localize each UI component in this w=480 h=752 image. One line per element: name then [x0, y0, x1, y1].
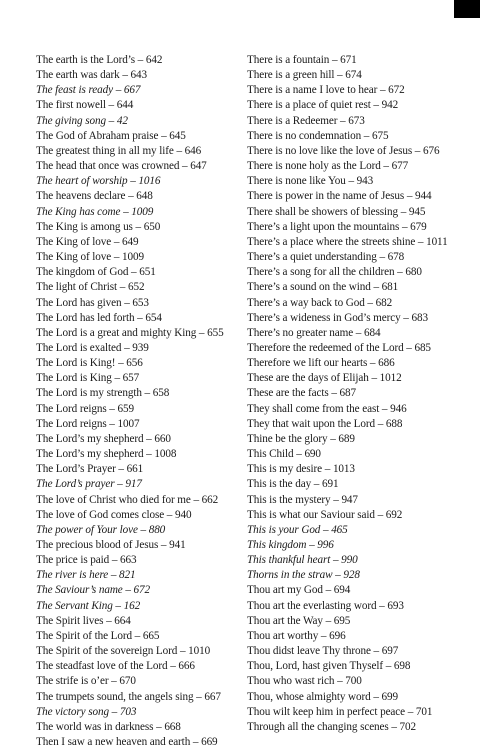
index-entry: The world was in darkness – 668	[36, 720, 181, 733]
index-entry: The King of love – 1009	[36, 251, 145, 264]
index-entry: Thou art my God – 694	[247, 584, 351, 597]
index-entry: Then I saw a new heaven and earth – 669	[36, 736, 218, 749]
index-entry: The price is paid – 663	[36, 554, 137, 567]
index-entry: There is a green hill – 674	[247, 69, 362, 82]
index-entry: The strife is o’er – 670	[36, 675, 136, 688]
index-entry: The greatest thing in all my life – 646	[36, 144, 202, 157]
index-entry: The feast is ready – 667	[36, 84, 141, 97]
index-entry: Through all the changing scenes – 702	[247, 720, 417, 733]
index-entry: The river is here – 821	[36, 569, 136, 582]
index-entry: The victory song – 703	[36, 705, 137, 718]
index-entry: The Spirit of the Lord – 665	[36, 629, 160, 642]
index-entry: There’s a quiet understanding – 678	[247, 251, 405, 264]
index-entry: There is a fountain – 671	[247, 54, 357, 66]
index-entry: This is what our Saviour said – 692	[247, 508, 403, 521]
index-entry: The heavens declare – 648	[36, 190, 153, 203]
index-entry: The earth was dark – 643	[36, 69, 147, 82]
index-entry: The kingdom of God – 651	[36, 266, 156, 279]
index-entry: They shall come from the east – 946	[247, 402, 407, 415]
index-entry: There is no condemnation – 675	[247, 129, 389, 142]
index-entry: The Lord reigns – 1007	[36, 417, 140, 430]
index-entry: The first nowell – 644	[36, 99, 134, 112]
index-entry: This thankful heart – 990	[247, 554, 358, 567]
index-entry: There’s a song for all the children – 680	[247, 266, 422, 279]
index-entry: The heart of worship – 1016	[36, 175, 161, 188]
index-entry: There’s a sound on the wind – 681	[247, 281, 399, 294]
index-entry: The Lord’s my shepherd – 660	[36, 432, 171, 445]
index-entry: The Lord is King – 657	[36, 372, 140, 385]
index-entry: These are the days of Elijah – 1012	[247, 372, 402, 385]
index-entry: The Lord is King! – 656	[36, 357, 143, 370]
index-entry: There shall be showers of blessing – 945	[247, 205, 426, 218]
index-entry: The Lord has led forth – 654	[36, 311, 162, 324]
index-entry: Thorns in the straw – 928	[247, 569, 360, 582]
index-entry: The Servant King – 162	[36, 599, 141, 612]
index-entry: There’s a light upon the mountains – 679	[247, 220, 427, 233]
index-entry: This kingdom – 996	[247, 539, 334, 551]
index-entry: The Spirit of the sovereign Lord – 1010	[36, 645, 211, 658]
index-column-left	[36, 53, 236, 750]
index-entry: This is the mystery – 947	[247, 493, 358, 506]
index-entry: The love of Christ who died for me – 662	[36, 493, 219, 506]
index-entry: The King has come – 1009	[36, 205, 154, 218]
index-entry: The Lord is my strength – 658	[36, 387, 170, 400]
index-entry: This is my desire – 1013	[247, 463, 355, 476]
index-entry: The Saviour’s name – 672	[36, 584, 151, 597]
index-entry: Thou art the Way – 695	[247, 614, 351, 627]
index-entry: The Lord’s my shepherd – 1008	[36, 448, 177, 461]
index-entry: These are the facts – 687	[247, 387, 357, 400]
index-column-right	[247, 53, 462, 735]
index-entry: There is none like You – 943	[247, 175, 374, 188]
index-entry: There is none holy as the Lord – 677	[247, 160, 409, 173]
index-entry: The Lord has given – 653	[36, 296, 149, 309]
index-entry: Thou didst leave Thy throne – 697	[247, 645, 399, 658]
index-entry: This is the day – 691	[247, 478, 339, 491]
index-entry: Thou who wast rich – 700	[247, 675, 362, 688]
index-entry: Thou art the everlasting word – 693	[247, 599, 404, 612]
index-entry: The love of God comes close – 940	[36, 508, 192, 521]
index-entry: There’s a way back to God – 682	[247, 296, 393, 309]
index-entry: The Lord’s prayer – 917	[36, 478, 142, 491]
index-entry: The God of Abraham praise – 645	[36, 129, 186, 142]
index-entry: The giving song – 42	[36, 114, 128, 127]
index-entry: The light of Christ – 652	[36, 281, 145, 294]
index-entry: The Lord’s Prayer – 661	[36, 463, 144, 476]
index-entry: The Spirit lives – 664	[36, 614, 131, 627]
index-entry: There is a Redeemer – 673	[247, 114, 365, 127]
index-entry: The Lord reigns – 659	[36, 402, 134, 415]
index-entry: The power of Your love – 880	[36, 523, 166, 536]
index-entry: This Child – 690	[247, 448, 321, 461]
index-entry: They that wait upon the Lord – 688	[247, 417, 403, 430]
index-entry: Thou wilt keep him in perfect peace – 701	[247, 705, 433, 718]
index-entry: There’s no greater name – 684	[247, 326, 381, 339]
page-corner-tab	[454, 0, 480, 18]
index-entry: Thou, whose almighty word – 699	[247, 690, 399, 703]
index-entry: The King is among us – 650	[36, 220, 161, 233]
index-entry: The steadfast love of the Lord – 666	[36, 660, 195, 673]
index-entry: The Lord is a great and mighty King – 655	[36, 326, 224, 339]
index-entry: Thou, Lord, hast given Thyself – 698	[247, 660, 411, 673]
index-entry: The precious blood of Jesus – 941	[36, 539, 186, 551]
index-entry: There is a name I love to hear – 672	[247, 84, 405, 97]
index-entry: The earth is the Lord’s – 642	[36, 54, 163, 66]
index-entry: The head that once was crowned – 647	[36, 160, 207, 173]
index-entry: The Lord is exalted – 939	[36, 341, 149, 354]
index-entry: Therefore we lift our hearts – 686	[247, 357, 395, 370]
index-entry: Thine be the glory – 689	[247, 432, 355, 445]
index-entry: There’s a wideness in God’s mercy – 683	[247, 311, 428, 324]
index-entry: This is your God – 465	[247, 523, 348, 536]
index-entry: Thou art worthy – 696	[247, 629, 346, 642]
index-entry: There’s a place where the streets shine – 1011	[247, 235, 448, 248]
index-entry: There is a place of quiet rest – 942	[247, 99, 399, 112]
index-entry: The King of love – 649	[36, 235, 139, 248]
index-entry: There is no love like the love of Jesus – 676	[247, 144, 440, 157]
index-entry: There is power in the name of Jesus – 944	[247, 190, 432, 203]
index-entry: Therefore the redeemed of the Lord – 685	[247, 341, 431, 354]
index-entry: The trumpets sound, the angels sing – 667	[36, 690, 221, 703]
